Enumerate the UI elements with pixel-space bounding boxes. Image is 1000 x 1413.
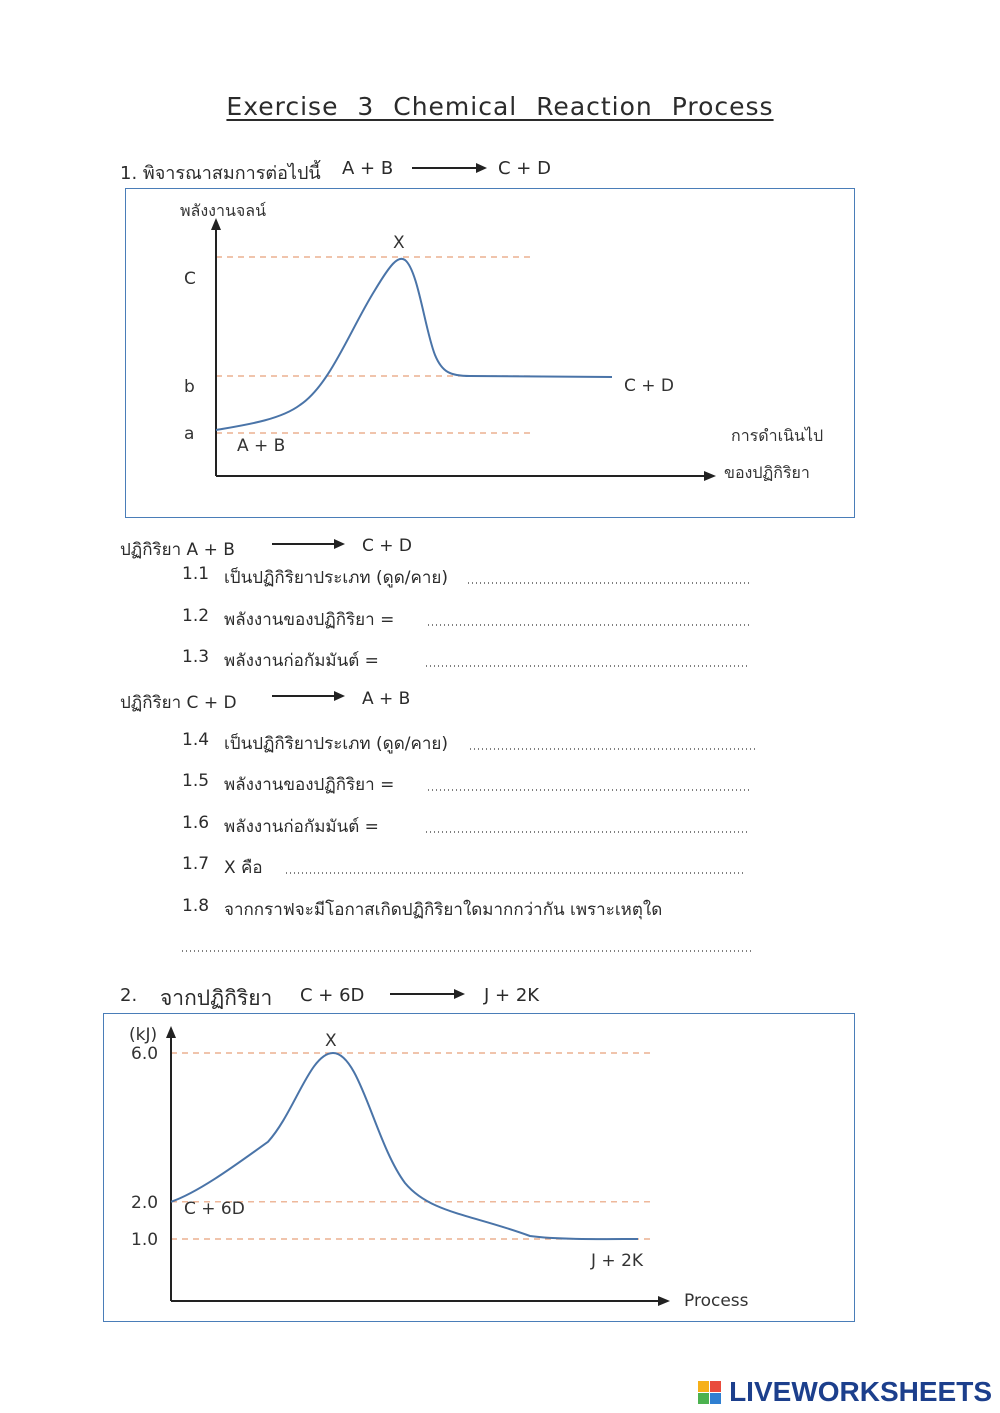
chart1-reactants: A + B xyxy=(237,436,286,456)
item-number: 1.1 xyxy=(182,564,210,584)
item-text: พลังงานของปฏิกิริยา = xyxy=(224,775,395,795)
item-text: จากกราฟจะมีโอกาสเกิดปฏิกิริยาใดมากกว่ากัน เพราะเหตุใด xyxy=(224,900,663,920)
chart1-level-c: C xyxy=(184,269,196,289)
item-number: 1.5 xyxy=(182,771,210,791)
chart2-product-label: J + 2K xyxy=(591,1251,644,1271)
item-number: 1.7 xyxy=(182,854,210,874)
chart2-y-tick-label: 1.0 xyxy=(131,1230,159,1250)
q1-products: C + D xyxy=(498,158,551,179)
item-number: 1.4 xyxy=(182,730,210,750)
item-number: 1.3 xyxy=(182,647,210,667)
chart2-x-axis xyxy=(171,1296,670,1306)
chart1-peak-label: X xyxy=(393,233,405,253)
chart1-level-b: b xyxy=(184,377,195,397)
item-text: เป็นปฏิกิริยาประเภท (ดูด/คาย) xyxy=(224,734,448,754)
liveworksheets-logo-icon xyxy=(698,1381,722,1405)
q2-reactants: C + 6D xyxy=(300,985,365,1006)
chart1-y-title: พลังงานจลน์ xyxy=(180,201,267,220)
chart1-x-title-1: การดำเนินไป xyxy=(731,426,824,445)
chart2-x-title: Process xyxy=(684,1291,749,1311)
chart2-reactant-label: C + 6D xyxy=(184,1199,245,1219)
chart2-y-title: (kJ) xyxy=(129,1025,158,1045)
q2-products: J + 2K xyxy=(484,985,540,1006)
q2-number: 2. xyxy=(120,985,138,1006)
chart1-level-a: a xyxy=(184,424,195,444)
item-number: 1.6 xyxy=(182,813,210,833)
reverse-label: ปฏิกิริยา C + D xyxy=(120,693,237,713)
chart1-x-title-2: ของปฏิกิริยา xyxy=(724,463,810,482)
chart2-y-tick-label: 6.0 xyxy=(131,1044,159,1064)
page-title: Exercise 3 Chemical Reaction Process xyxy=(226,92,774,121)
q2-text: จากปฏิกิริยา xyxy=(160,986,273,1010)
item-text: เป็นปฏิกิริยาประเภท (ดูด/คาย) xyxy=(224,568,448,588)
chart2-y-tick-label: 2.0 xyxy=(131,1192,159,1213)
chart1-products: C + D xyxy=(624,376,675,396)
item-number: 1.8 xyxy=(182,896,210,916)
item-text: พลังงานก่อกัมมันต์ = xyxy=(224,817,379,837)
q1-prefix: 1. พิจารณาสมการต่อไปนี้ xyxy=(120,163,321,184)
forward-label: ปฏิกิริยา A + B xyxy=(120,540,235,560)
forward-product: C + D xyxy=(362,536,413,556)
brand-wordmark: LIVEWORKSHEETS xyxy=(729,1376,992,1407)
item-text: พลังงานก่อกัมมันต์ = xyxy=(224,651,379,671)
chart2-y-axis xyxy=(166,1026,176,1301)
reverse-product: A + B xyxy=(362,689,411,709)
item-text: พลังงานของปฏิกิริยา = xyxy=(224,610,395,630)
chart2-peak-label: X xyxy=(325,1031,337,1051)
q1-reactants: A + B xyxy=(342,158,394,179)
item-text: X คือ xyxy=(224,858,263,878)
item-number: 1.2 xyxy=(182,606,210,626)
